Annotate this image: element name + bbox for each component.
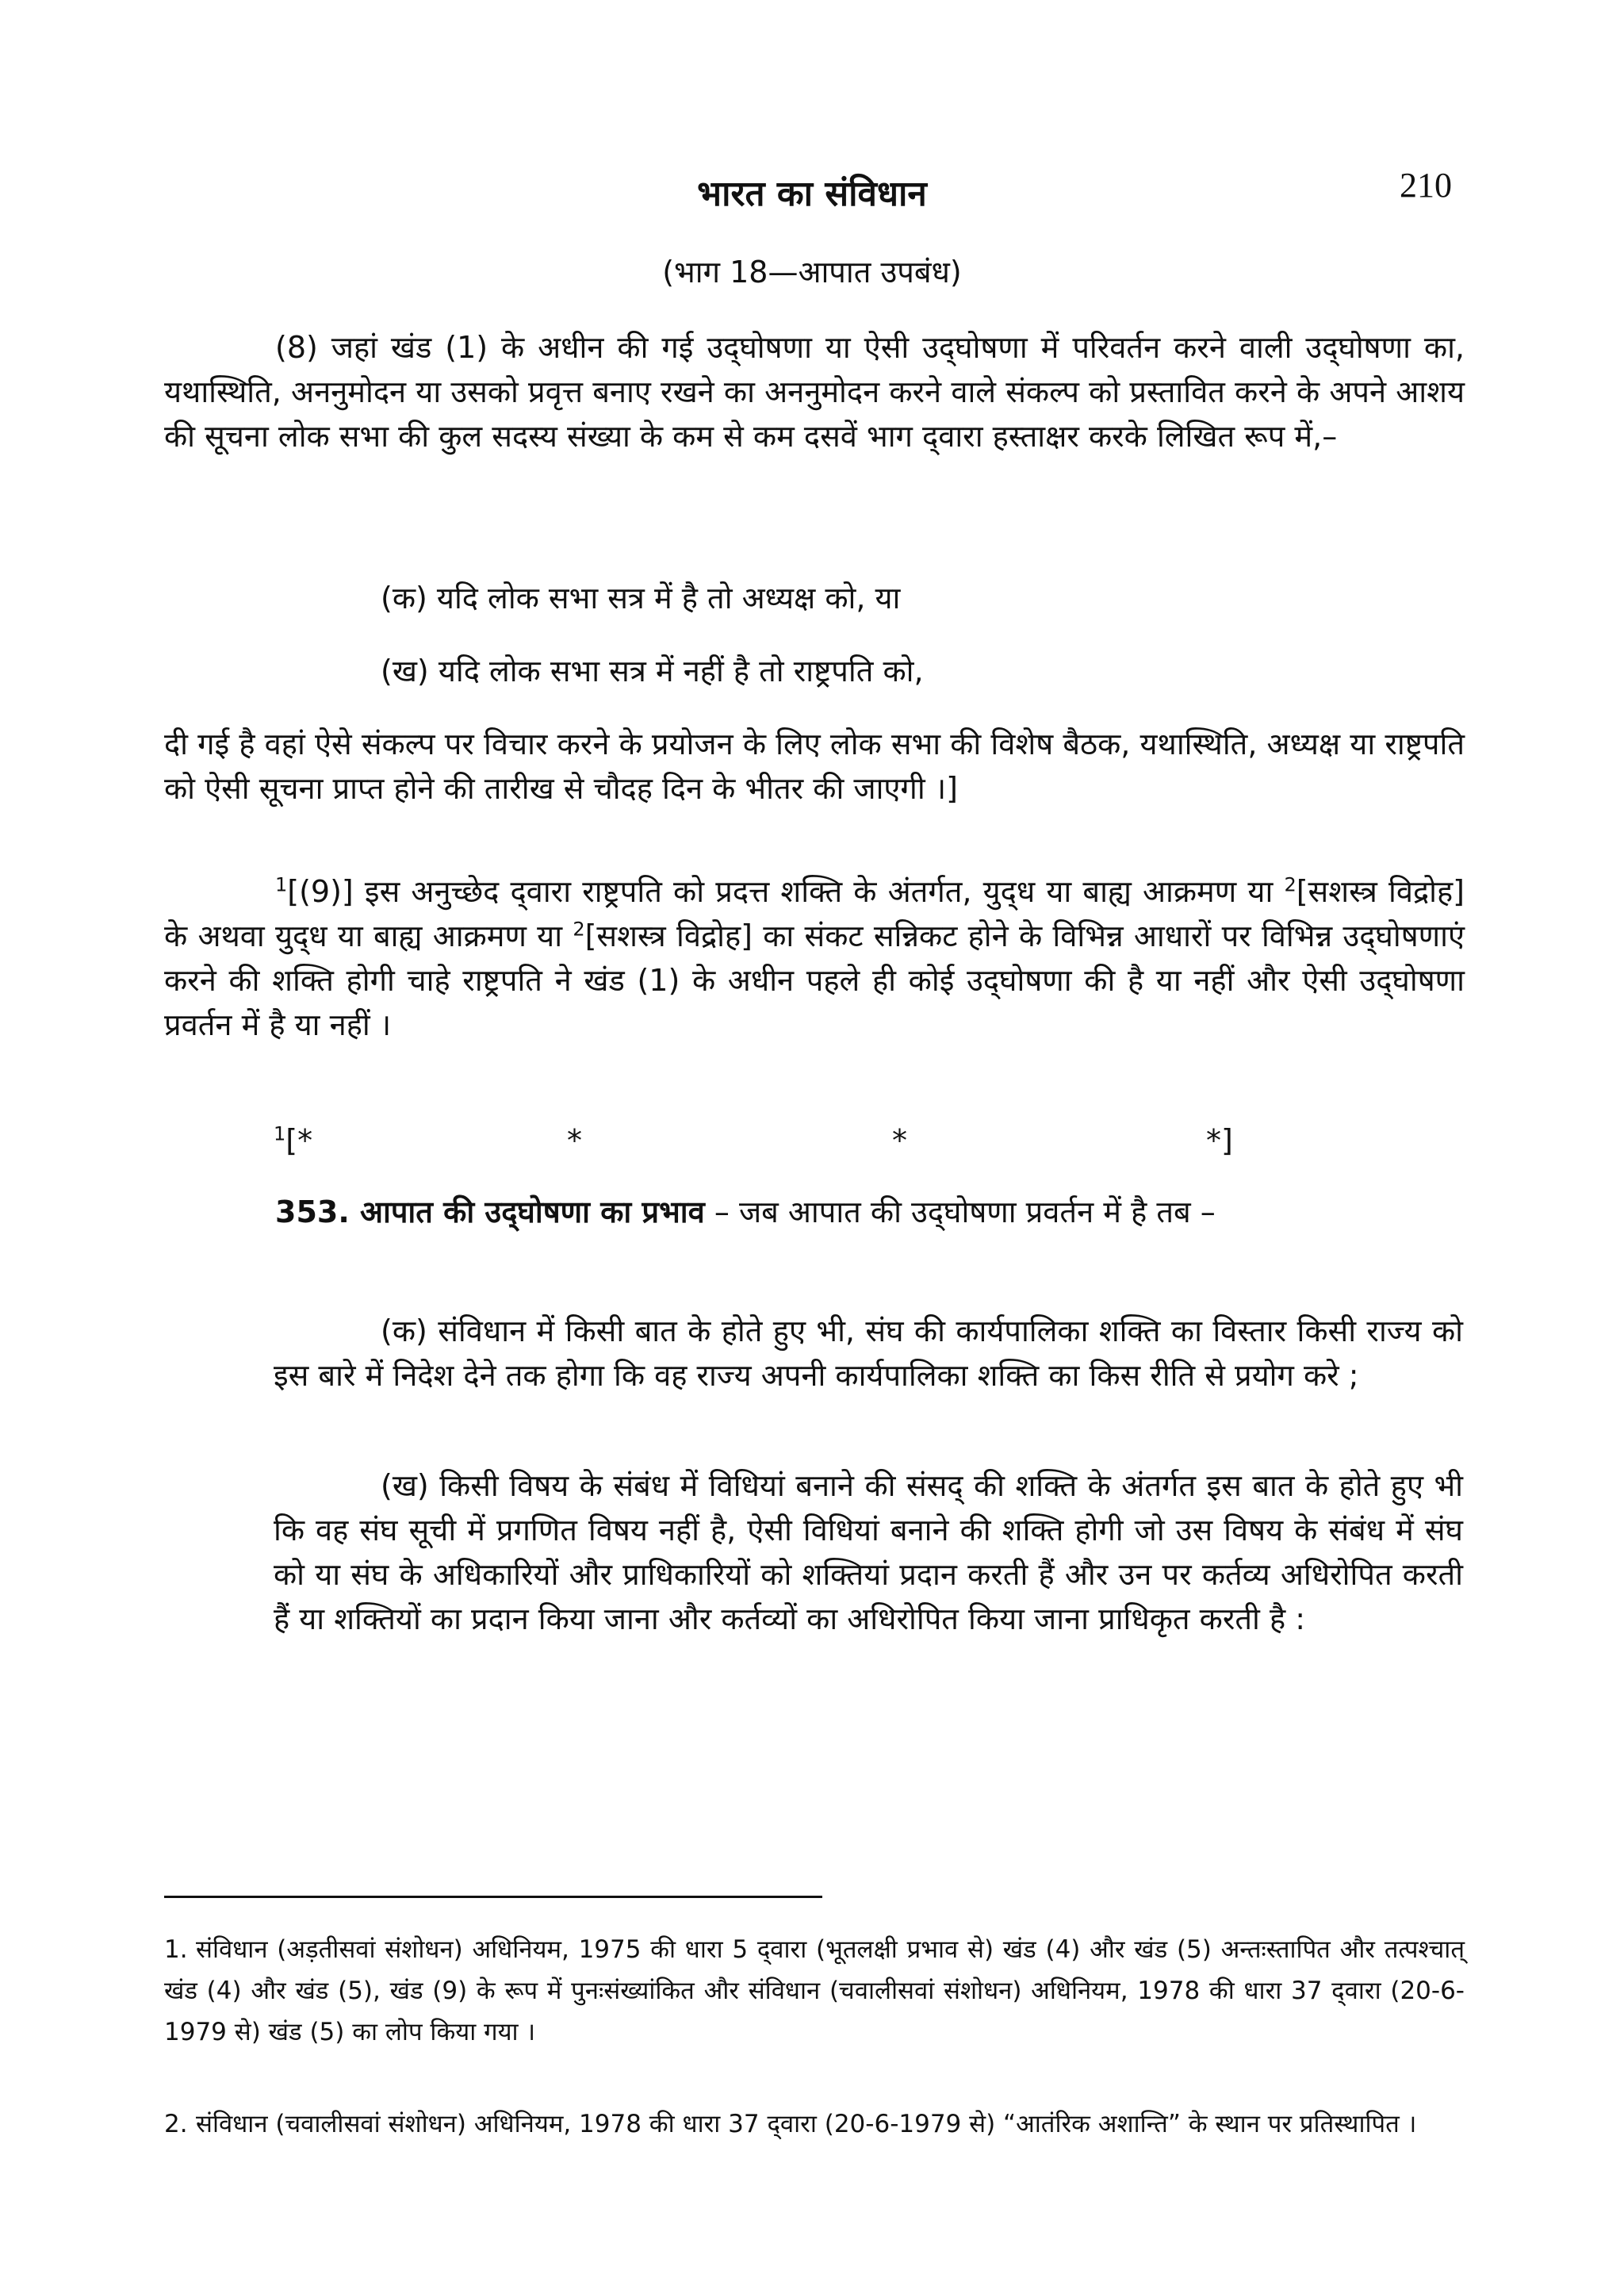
section-353-item-ka: (क) संविधान में किसी बात के होते हुए भी, संघ की कार्यपालिका शक्ति का विस्तार किसी राज्य को इस बारे में निदेश देने तक होगा कि वह राज्य अपनी कार्यपालिका शक्ति का किस रीति से प्रयोग करे ; [274, 1313, 1463, 1393]
omission-star: * [567, 1123, 582, 1158]
footnote-ref: 2 [573, 918, 585, 941]
clause-9-text-part2: [सशस्त्र विद्रोह] के अथवा युद्‌ध या बाह्य आक्रमण या [164, 874, 1465, 953]
section-353-paragraph [164, 1190, 1465, 1234]
part-subtitle: (भाग 18—आपात उपबंध) [662, 255, 962, 290]
footnote-2 [164, 2103, 1465, 2145]
footnote-1 [164, 1929, 1465, 2053]
section-353-item-kha: (ख) किसी विषय के संबंध में विधियां बनाने की संसद्‌ की शक्ति के अंतर्गत इस बात के होते हुए भी कि वह संघ सूची में प्रगणित विषय नहीं है, ऐसी विधियां बनाने की शक्ति होगी जो उस विषय के संबंध में संघ को या संघ के अधिकारियों और प्राधिकारियों को शक्तियां प्रदान करती हैं और उन पर कर्तव्य अधिरोपित करती हैं या शक्तियों का प्रदान किया जाना और कर्तव्यों का अधिरोपित किया जाना प्राधिकृत करती है : [274, 1468, 1463, 1636]
footnote-ref: 1 [274, 1122, 286, 1145]
clause-8-paragraph: (8) जहां खंड (1) के अधीन की गई उद्‌घोषणा या ऐसी उद्‌घोषणा में परिवर्तन करने वाली उद्‌घोषणा का, यथास्थिति, अननुमोदन या उसको प्रवृत्त बनाए रखने का अननुमोदन करने वाले संकल्प को प्रस्तावित करने के अपने आशय की सूचना लोक सभा की कुल सदस्य संख्या के कम से कम दसवें भाग द्‌वारा हस्ताक्षर करके लिखित रूप में,– [164, 330, 1465, 454]
clause-9-text-part1: [(9)] इस अनुच्छेद द्‌वारा राष्ट्रपति को प्रदत्त शक्ति के अंतर्गत, युद्‌ध या बाह्य आक्रमण या [287, 874, 1285, 909]
section-353-intro: – जब आपात की उद्‌घोषणा प्रवर्तन में है तब – [704, 1195, 1216, 1229]
footnote-ref: 1 [275, 873, 288, 896]
omission-marker [274, 1118, 1304, 1166]
clause-9-text-part3: [सशस्त्र विद्रोह] का संकट सन्निकट होने के विभिन्न आधारों पर विभिन्न उद्‌घोषणाएं करने की शक्ति होगी चाहे राष्ट्रपति ने खंड (1) के अधीन पहले ही कोई उद्‌घोषणा की है या नहीं और ऐसी उद्‌घोषणा प्रवर्तन में है या नहीं । [164, 918, 1465, 1042]
clause-8-item-kha: (ख) यदि लोक सभा सत्र में नहीं है तो राष्ट्रपति को, [381, 654, 924, 688]
footnote-ref: 2 [1284, 873, 1297, 896]
footnote-number: 1. [164, 1935, 188, 1964]
footnote-text: संविधान (अड़तीसवां संशोधन) अधिनियम, 1975 की धारा 5 द्‌वारा (भूतलक्षी प्रभाव से) खंड (4) और खंड (5) अन्तःस्तापित और तत्पश्चात्‌ खंड (4) और खंड (5), खंड (9) के रूप में पुनःसंख्यांकित और संविधान (चवालीसवां संशोधन) अधिनियम, 1978 की धारा 37 द्‌वारा (20-6-1979 से) खंड (5) का लोप किया गया । [164, 1935, 1465, 2046]
omission-start: $^1$ [* [274, 1122, 313, 1158]
omission-end: *] [1206, 1123, 1233, 1158]
clause-8-continuation: दी गई है वहां ऐसे संकल्प पर विचार करने के प्रयोजन के लिए लोक सभा की विशेष बैठक, यथास्थिति, अध्यक्ष या राष्ट्रपति को ऐसी सूचना प्राप्त होने की तारीख से चौदह दिन के भीतर की जाएगी ।] [164, 727, 1465, 806]
omission-star: * [892, 1123, 907, 1158]
clause-8-item-ka: (क) यदि लोक सभा सत्र में है तो अध्यक्ष को, या [381, 581, 901, 615]
page-title: भारत का संविधान [697, 174, 927, 214]
clause-9-paragraph [164, 869, 1465, 1047]
footnote-number: 2. [164, 2110, 188, 2138]
footnote-divider [164, 1896, 822, 1898]
section-353-heading: 353. आपात की उद्‌घोषणा का प्रभाव [275, 1195, 705, 1229]
footnote-text: संविधान (चवालीसवां संशोधन) अधिनियम, 1978 की धारा 37 द्‌वारा (20-6-1979 से) “आतंरिक अशान्ति” के स्थान पर प्रतिस्थापित । [196, 2110, 1417, 2138]
page-number: 210 [1400, 166, 1452, 205]
